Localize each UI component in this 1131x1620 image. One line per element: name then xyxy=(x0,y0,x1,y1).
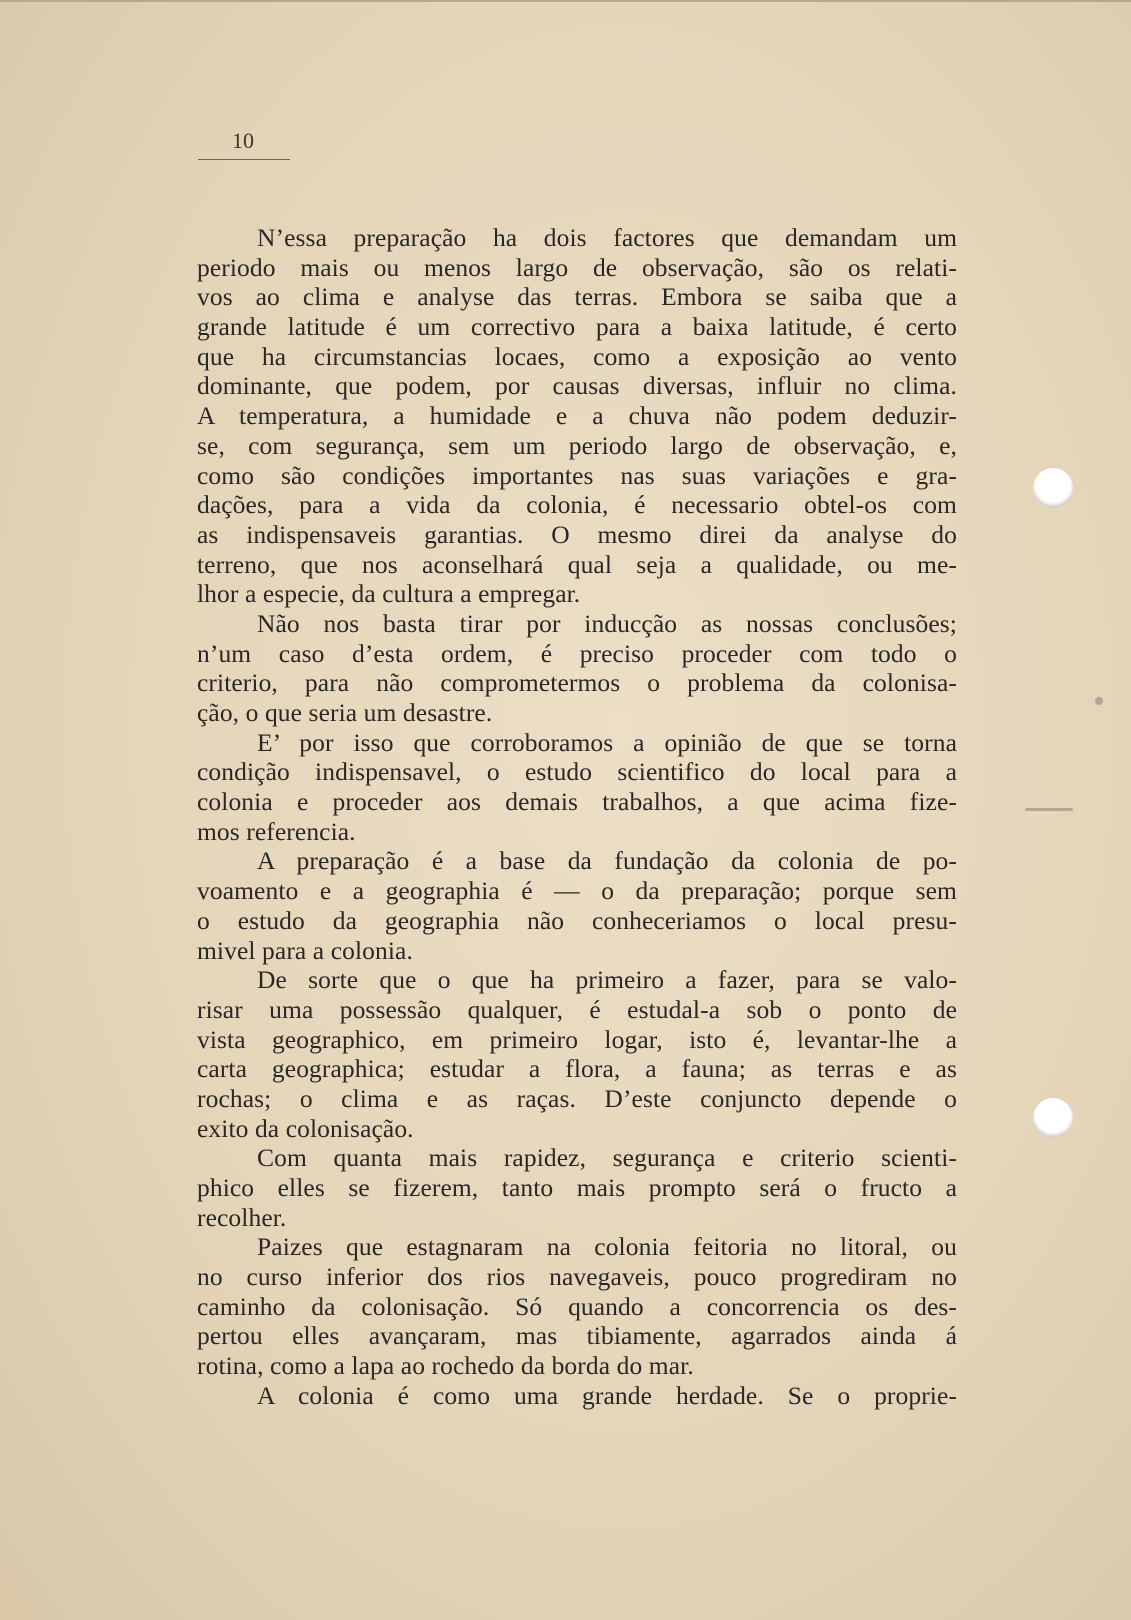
text-line: o estudo da geographia não conheceriamos o local presu- xyxy=(197,905,957,935)
paper-stain-mark xyxy=(1025,808,1073,811)
text-line: Com quanta mais rapidez, segurança e criterio scienti- xyxy=(257,1143,957,1173)
text-line: exito da colonisação. xyxy=(197,1113,414,1143)
text-line: ção, o que seria um desastre. xyxy=(197,698,493,727)
text-line: risar uma possessão qualquer, é estudal-a sob o ponto de xyxy=(197,994,957,1024)
page-number-underline xyxy=(198,159,290,160)
binding-hole-icon xyxy=(1033,1098,1073,1138)
text-line: que ha circumstancias locaes, como a exposição ao vento xyxy=(197,341,957,371)
text-line: n’um caso d’esta ordem, é preciso proceder com todo o xyxy=(197,638,957,668)
text-line: mivel para a colonia. xyxy=(197,935,413,965)
text-line: rochas; o clima e as raças. D’este conjuncto depende o xyxy=(197,1083,957,1113)
text-line: pertou elles avançaram, mas tibiamente, agarrados ainda á xyxy=(197,1321,957,1351)
text-line: criterio, para não comprometermos o problema da colonisa- xyxy=(197,668,957,698)
text-line: phico elles se fizerem, tanto mais prompto será o fructo a xyxy=(197,1173,957,1202)
body-text xyxy=(197,223,957,1411)
text-line: periodo mais ou menos largo de observação, são os relati- xyxy=(197,252,957,282)
text-line: A colonia é como uma grande herdade. Se o proprie- xyxy=(257,1380,957,1410)
page-number: 10 xyxy=(232,128,254,153)
text-line: caminho da colonisação. Só quando a concorrencia os des- xyxy=(197,1291,957,1321)
text-line: no curso inferior dos rios navegaveis, pouco progrediram no xyxy=(197,1262,957,1292)
text-line: E’ por isso que corroboramos a opinião de que se torna xyxy=(257,727,957,757)
text-line: voamento e a geographia é — o da preparação; porque sem xyxy=(197,876,957,906)
text-line: recolher. xyxy=(197,1202,287,1232)
binding-hole-icon xyxy=(1033,468,1073,508)
text-line: vos ao clima e analyse das terras. Embora se saiba que a xyxy=(197,282,957,312)
text-line: grande latitude é um correctivo para a baixa latitude, é certo xyxy=(197,312,957,342)
text-line: A preparação é a base da fundação da colonia de po- xyxy=(257,846,957,876)
text-line: mos referencia. xyxy=(197,816,356,846)
text-line: rotina, como a lapa ao rochedo da borda do mar. xyxy=(197,1351,694,1381)
text-line: De sorte que o que ha primeiro a fazer, para se valo- xyxy=(257,965,957,995)
text-line: vista geographico, em primeiro logar, isto é, levantar-lhe a xyxy=(197,1024,957,1054)
text-line: as indispensaveis garantias. O mesmo direi da analyse do xyxy=(197,519,957,549)
text-line: terreno, que nos aconselhará qual seja a qualidade, ou me- xyxy=(197,549,957,579)
text-line: como são condições importantes nas suas variações e gra- xyxy=(197,460,957,490)
text-line: dações, para a vida da colonia, é necessario obtel-os com xyxy=(197,490,957,520)
paper-stain-mark xyxy=(1095,697,1103,705)
text-line: carta geographica; estudar a flora, a fauna; as terras e as xyxy=(197,1054,957,1084)
text-line: A temperatura, a humidade e a chuva não podem deduzir- xyxy=(197,401,957,431)
text-line: lhor a especie, da cultura a empregar. xyxy=(197,579,581,609)
text-line: condição indispensavel, o estudo scientifico do local para a xyxy=(197,757,957,787)
text-line: N’essa preparação ha dois factores que demandam um xyxy=(257,223,957,252)
text-line: colonia e proceder aos demais trabalhos, a que acima fize- xyxy=(197,787,957,817)
top-edge-rule xyxy=(0,0,1131,2)
text-line: dominante, que podem, por causas diversas, influir no clima. xyxy=(197,371,957,401)
text-line: Não nos basta tirar por inducção as nossas conclusões; xyxy=(257,608,957,638)
text-line: Paizes que estagnaram na colonia feitoria no litoral, ou xyxy=(257,1232,957,1262)
text-line: se, com segurança, sem um periodo largo de observação, e, xyxy=(197,430,957,460)
